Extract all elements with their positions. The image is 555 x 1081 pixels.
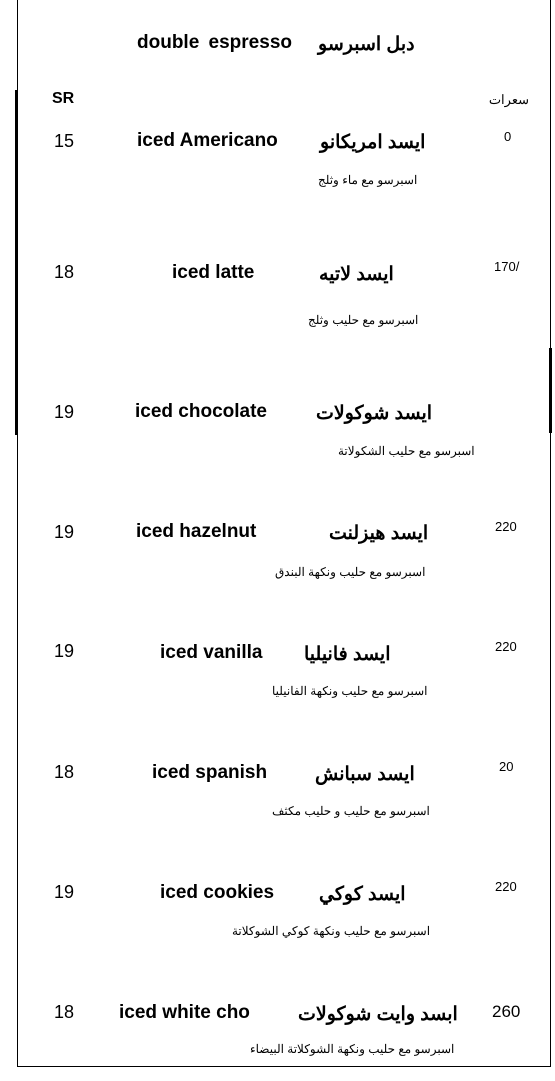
item-name-english: iced latte xyxy=(172,262,255,283)
item-name-english: iced hazelnut xyxy=(136,521,257,542)
left-edge-mark xyxy=(15,90,18,435)
item-calories: 220 xyxy=(495,639,517,654)
right-edge-mark xyxy=(549,348,552,433)
item-description-arabic: اسبرسو مع حليب ونكهة كوكي الشوكلاتة xyxy=(232,924,431,938)
item-description-arabic: اسبرسو مع حليب وثلج xyxy=(308,313,419,327)
item-calories: 220 xyxy=(495,519,517,534)
item-calories: 0 xyxy=(504,129,512,144)
item-name-english: iced cookies xyxy=(160,882,275,903)
menu-title-arabic: دبل اسبرسو xyxy=(318,34,415,55)
item-name-arabic: ايسد فانيليا xyxy=(304,644,391,665)
item-price: 19 xyxy=(54,402,75,422)
item-price: 18 xyxy=(54,1002,75,1022)
item-price: 18 xyxy=(54,262,75,282)
item-price: 15 xyxy=(54,131,75,151)
item-calories: 170/ xyxy=(494,259,520,274)
item-name-arabic: ايسد لاتيه xyxy=(319,264,394,285)
item-name-english: iced white cho xyxy=(119,1002,250,1023)
item-name-english: iced vanilla xyxy=(160,642,263,663)
item-description-arabic: اسبرسو مع حليب و حليب مكثف xyxy=(272,804,430,818)
item-name-english: iced spanish xyxy=(152,762,268,783)
item-calories: 220 xyxy=(495,879,517,894)
item-calories: 20 xyxy=(499,759,514,774)
item-name-arabic: ابسد وايت شوكولات xyxy=(298,1004,458,1025)
item-name-arabic: ايسد امريكانو xyxy=(320,132,426,153)
item-name-arabic: ايسد كوكي xyxy=(319,884,406,905)
item-name-english: iced chocolate xyxy=(135,401,267,422)
item-name-english: iced Americano xyxy=(137,130,278,151)
item-name-arabic: ايسد شوكولات xyxy=(316,403,433,424)
menu-title-english: double espresso xyxy=(137,32,292,53)
page-frame xyxy=(17,0,551,1067)
item-price: 19 xyxy=(54,522,75,542)
item-description-arabic: اسبرسو مع حليب ونكهة البندق xyxy=(275,565,426,579)
item-calories: 260 xyxy=(492,1002,521,1021)
price-column-header: SR xyxy=(52,90,75,107)
item-description-arabic: اسبرسو مع ماء وثلج xyxy=(318,173,418,187)
item-description-arabic: اسبرسو مع حليب ونكهة الشوكلاتة البيضاء xyxy=(250,1042,455,1056)
item-description-arabic: اسبرسو مع حليب الشكولاتة xyxy=(338,444,475,458)
item-price: 19 xyxy=(54,641,75,661)
item-description-arabic: اسبرسو مع حليب ونكهة الفانيليا xyxy=(272,684,428,698)
item-name-arabic: ايسد هيزلنت xyxy=(329,523,429,544)
calories-column-header: سعرات xyxy=(488,92,529,107)
item-price: 19 xyxy=(54,882,75,902)
item-name-arabic: ايسد سبانش xyxy=(315,764,415,785)
item-price: 18 xyxy=(54,762,75,782)
